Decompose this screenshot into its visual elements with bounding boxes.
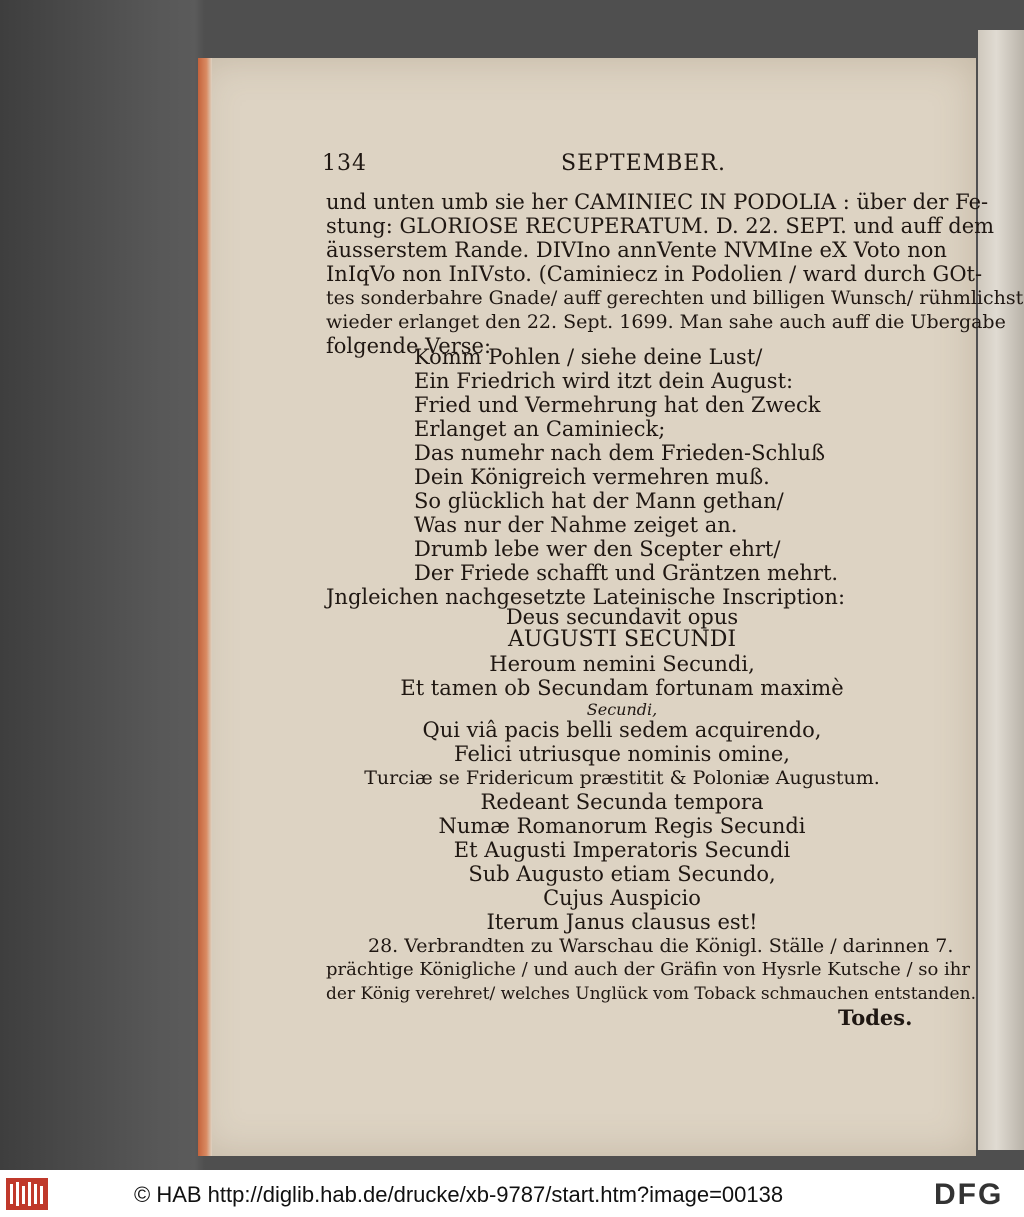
text-line: tes sonderbahre Gnade/ auff gerechten und billigen Wunsch/ rühmlichst bbox=[326, 287, 1024, 309]
verse-line: Fried und Vermehrung hat den Zweck bbox=[414, 393, 821, 417]
verse-line: Der Friede schafft und Gräntzen mehrt. bbox=[414, 561, 839, 585]
text-line: prächtige Königliche / und auch der Gräfin von Hysrle Kutsche / so ihr bbox=[326, 959, 970, 980]
text-line: 28. Verbrandten zu Warschau die Königl. Ställe / darinnen 7. bbox=[368, 935, 954, 957]
inscription-line: Felici utriusque nominis omine, bbox=[454, 742, 790, 766]
running-title: SEPTEMBER. bbox=[561, 151, 726, 176]
text-line: wieder erlanget den 22. Sept. 1699. Man sahe auch auff die Ubergabe bbox=[326, 311, 1006, 333]
inscription-line: Numæ Romanorum Regis Secundi bbox=[438, 814, 806, 838]
inscription-line: Iterum Janus clausus est! bbox=[486, 910, 758, 934]
inscription-line: Heroum nemini Secundi, bbox=[489, 652, 755, 676]
page-red-edge bbox=[198, 58, 212, 1156]
verse-line: Erlanget an Caminieck; bbox=[414, 417, 666, 441]
inscription-line: Et tamen ob Secundam fortunam maximè bbox=[400, 676, 844, 700]
inscription-line: Deus secundavit opus bbox=[505, 605, 739, 629]
text-line: folgende Verse: bbox=[326, 334, 492, 358]
verse-line: Ein Friedrich wird itzt dein August: bbox=[414, 369, 794, 393]
text-line: Jngleichen nachgesetzte Lateinische Inscription: bbox=[326, 585, 846, 609]
text-line: und unten umb sie her CAMINIEC IN PODOLIA : über der Fe- bbox=[326, 190, 989, 214]
inscription-line: Sub Augusto etiam Secundo, bbox=[468, 862, 776, 886]
inscription-line: Cujus Auspicio bbox=[543, 886, 701, 910]
inscription-line: Redeant Secunda tempora bbox=[480, 790, 764, 814]
inscription-line: Turciæ se Fridericum præstitit & Poloniæ Augustum. bbox=[364, 767, 880, 789]
text-line: der König verehret/ welches Unglück vom Toback schmauchen entstanden. bbox=[326, 984, 976, 1004]
text-line: stung: GLORIOSE RECUPERATUM. D. 22. SEPT. und auff dem bbox=[326, 214, 995, 238]
verse-line: Das numehr nach dem Frieden-Schluß bbox=[414, 441, 826, 465]
dfg-logo: DFG bbox=[934, 1178, 1004, 1211]
text-line: InIqVo non InIVsto. (Caminiecz in Podolien / ward durch GOt- bbox=[326, 262, 983, 286]
inscription-line: AUGUSTI SECUNDI bbox=[507, 627, 737, 652]
inscription-line: Et Augusti Imperatoris Secundi bbox=[453, 838, 791, 862]
hab-logo-icon bbox=[6, 1178, 48, 1210]
inscription-line: Qui viâ pacis belli sedem acquirendo, bbox=[422, 718, 822, 742]
verse-line: Drumb lebe wer den Scepter ehrt/ bbox=[414, 537, 781, 561]
copyright-link[interactable]: © HAB http://diglib.hab.de/drucke/xb-9787/start.htm?image=00138 bbox=[134, 1182, 784, 1207]
inscription-line: Secundi, bbox=[586, 700, 658, 719]
page-number: 134 bbox=[322, 151, 367, 176]
verse-line: Komm Pohlen / siehe deine Lust/ bbox=[414, 345, 763, 369]
verse-line: So glücklich hat der Mann gethan/ bbox=[414, 489, 784, 513]
catchword: Todes. bbox=[838, 1005, 913, 1030]
verse-line: Was nur der Nahme zeiget an. bbox=[414, 513, 738, 537]
verse-line: Dein Königreich vermehren muß. bbox=[414, 465, 770, 489]
text-line: äusserstem Rande. DIVIno annVente NVMIne eX Voto non bbox=[326, 238, 947, 262]
